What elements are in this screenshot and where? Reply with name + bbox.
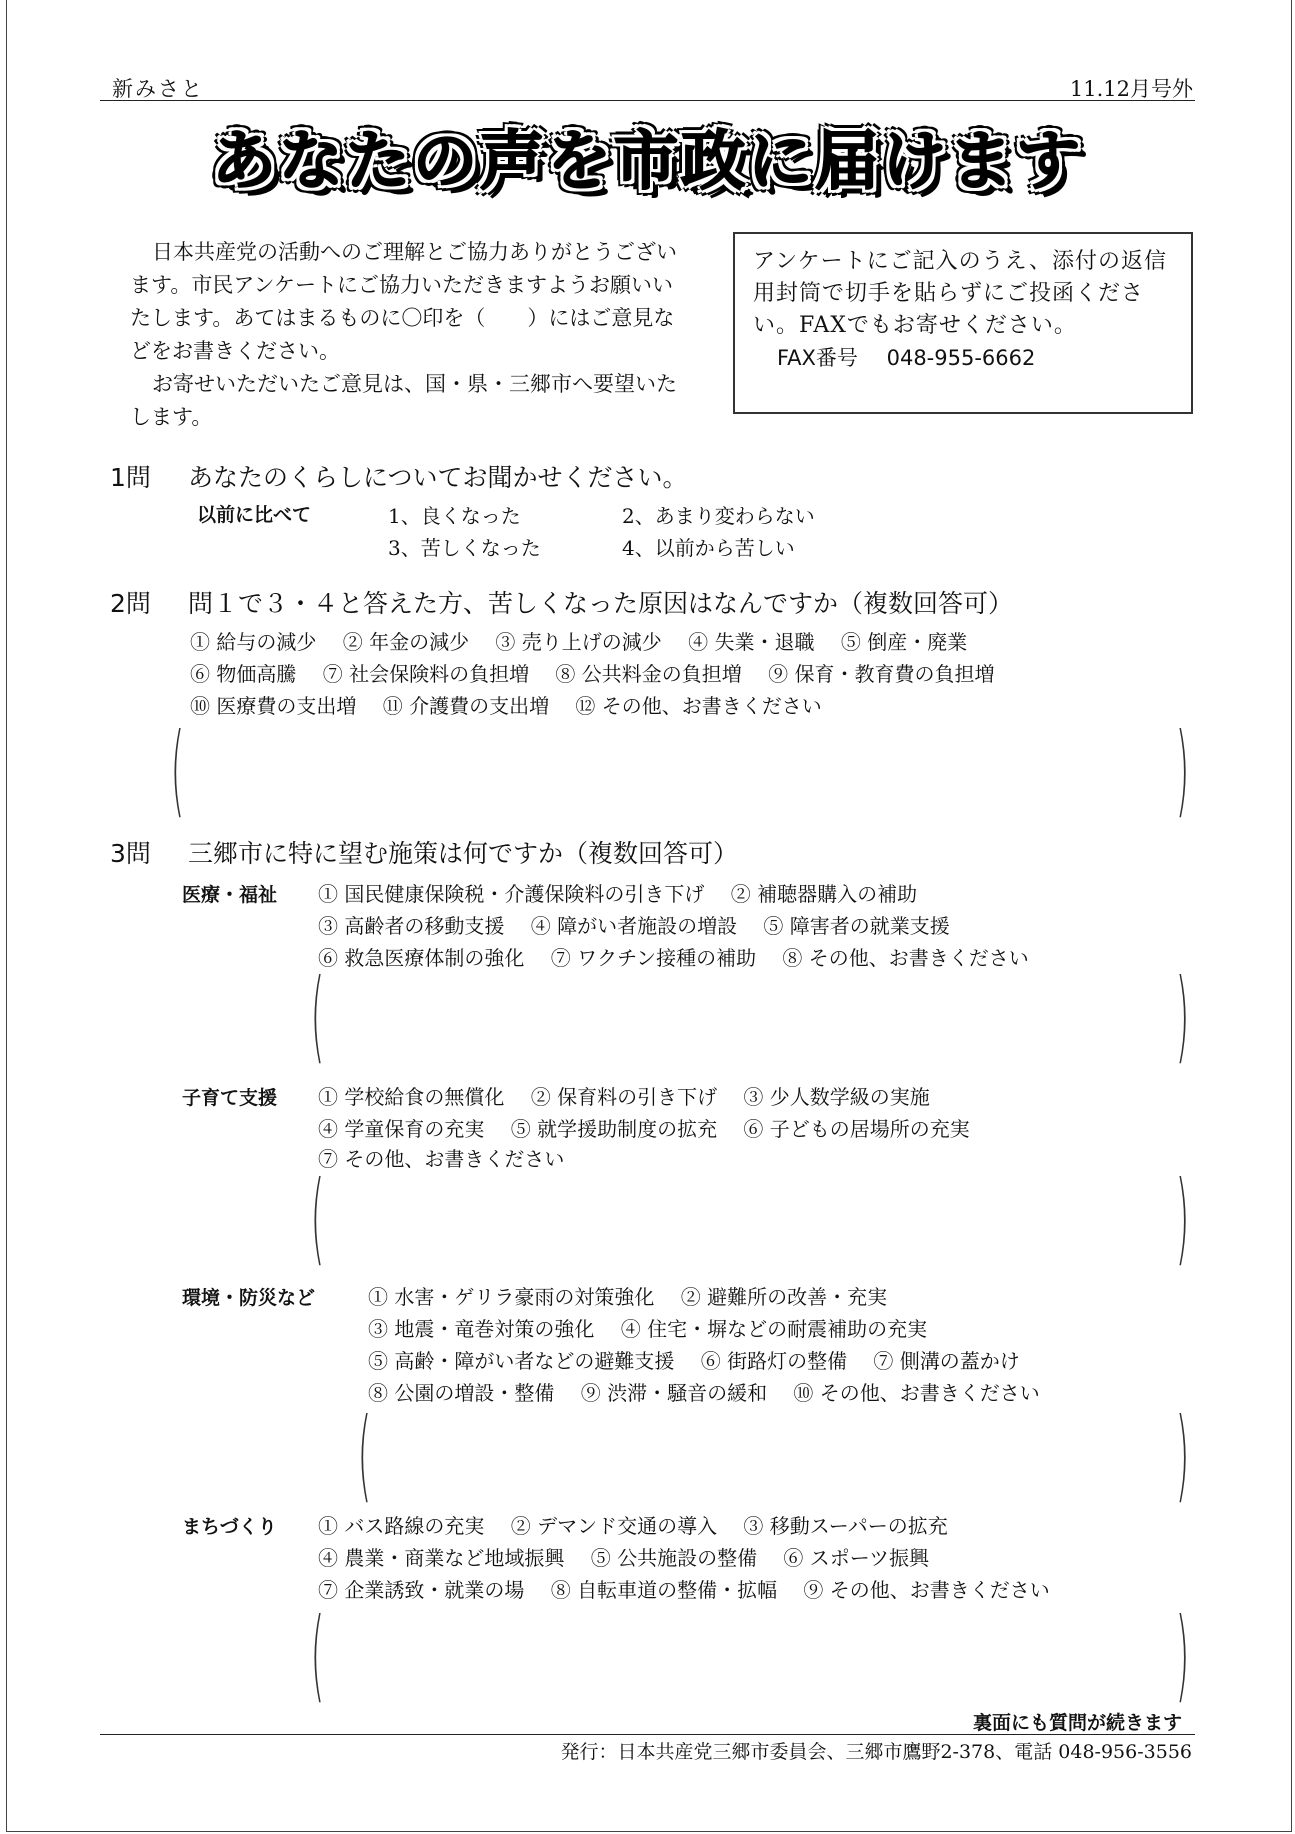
q3-options-line[interactable]: ① 水害・ゲリラ豪雨の対策強化 ② 避難所の改善・充実: [368, 1285, 888, 1309]
q3-options-line[interactable]: ⑧ 公園の増設・整備 ⑨ 渋滞・騒音の緩和 ⑩ その他、お書きください: [368, 1381, 1040, 1405]
answer-field-open-paren[interactable]: (: [310, 957, 325, 1074]
question-number: 3問: [110, 839, 151, 868]
q1-option[interactable]: 4、以前から苦しい: [622, 536, 795, 560]
answer-field-close-paren[interactable]: ): [1175, 711, 1190, 828]
q1-option[interactable]: 3、苦しくなった: [388, 536, 541, 560]
answer-field-open-paren[interactable]: (: [170, 711, 185, 828]
publication-name: 新みさと: [112, 77, 204, 101]
q3-options-line[interactable]: ① バス路線の充実 ② デマンド交通の導入 ③ 移動スーパーの拡充: [318, 1514, 948, 1538]
answer-field-close-paren[interactable]: ): [1175, 1159, 1190, 1276]
answer-field-close-paren[interactable]: ): [1175, 1396, 1190, 1513]
q2-options-line[interactable]: ① 給与の減少 ② 年金の減少 ③ 売り上げの減少 ④ 失業・退職 ⑤ 倒産・廃業: [190, 630, 968, 654]
fax-label: FAX番号: [777, 346, 858, 370]
question-3: [110, 834, 738, 870]
question-2: [110, 584, 1013, 620]
notice-box: [733, 232, 1193, 414]
publisher-info: 発行：日本共産党三郷市委員会、三郷市鷹野2-378、電話 048-956-3556: [560, 1741, 1192, 1763]
footer-rule: [100, 1734, 1195, 1735]
question-text: 問１で３・４と答えた方、苦しくなった原因はなんですか（複数回答可）: [188, 589, 1014, 618]
intro-paragraph: 日本共産党の活動へのご理解とご協力ありがとうございます。市民アンケートにご協力いただきますようお願いいたします。あてはまるものに〇印を（ ）にはご意見などをお書きください。: [130, 240, 677, 363]
category-label-medical: 医療・福祉: [182, 884, 278, 906]
q2-options-line[interactable]: ⑥ 物価高騰 ⑦ 社会保険料の負担増 ⑧ 公共料金の負担増 ⑨ 保育・教育費の負担増: [190, 662, 995, 686]
category-label-environment: 環境・防災など: [182, 1287, 316, 1309]
fax-line: [777, 342, 1177, 374]
q3-options-line[interactable]: ⑥ 救急医療体制の強化 ⑦ ワクチン接種の補助 ⑧ その他、お書きください: [318, 946, 1029, 970]
notice-text: アンケートにご記入のうえ、添付の返信用封筒で切手を貼らずにご投函ください。FAXでもお寄せください。: [753, 249, 1168, 338]
answer-field-close-paren[interactable]: ): [1175, 957, 1190, 1074]
question-1: [110, 458, 688, 494]
fax-number: 048-955-6662: [886, 346, 1036, 370]
q1-option[interactable]: 1、良くなった: [388, 504, 521, 528]
q3-options-line[interactable]: ③ 地震・竜巻対策の強化 ④ 住宅・塀などの耐震補助の充実: [368, 1317, 928, 1341]
q3-options-line[interactable]: ⑤ 高齢・障がい者などの避難支援 ⑥ 街路灯の整備 ⑦ 側溝の蓋かけ: [368, 1349, 1020, 1373]
q3-options-line[interactable]: ① 学校給食の無償化 ② 保育料の引き下げ ③ 少人数学級の実施: [318, 1085, 930, 1109]
answer-field-close-paren[interactable]: ): [1175, 1596, 1190, 1713]
answer-field-open-paren[interactable]: (: [310, 1596, 325, 1713]
continued-note: 裏面にも質問が続きます: [972, 1712, 1182, 1734]
q1-label: 以前に比べて: [197, 504, 312, 526]
answer-field-open-paren[interactable]: (: [357, 1396, 372, 1513]
question-number: 1問: [110, 463, 151, 492]
q1-option[interactable]: 2、あまり変わらない: [622, 504, 815, 528]
q3-options-line[interactable]: ⑦ その他、お書きください: [318, 1147, 565, 1171]
intro-paragraph: お寄せいただいたご意見は、国・県・三郷市へ要望いたします。: [130, 372, 677, 429]
category-label-childcare: 子育て支援: [182, 1087, 278, 1109]
issue-number: 11.12月号外: [1069, 77, 1193, 101]
question-text: あなたのくらしについてお聞かせください。: [188, 463, 688, 492]
q3-options-line[interactable]: ① 国民健康保険税・介護保険料の引き下げ ② 補聴器購入の補助: [318, 882, 918, 906]
question-text: 三郷市に特に望む施策は何ですか（複数回答可）: [188, 839, 739, 868]
question-number: 2問: [110, 589, 151, 618]
q2-options-line[interactable]: ⑩ 医療費の支出増 ⑪ 介護費の支出増 ⑫ その他、お書きください: [190, 694, 822, 718]
q3-options-line[interactable]: ⑦ 企業誘致・就業の場 ⑧ 自転車道の整備・拡幅 ⑨ その他、お書きください: [318, 1578, 1050, 1602]
q3-options-line[interactable]: ④ 農業・商業など地域振興 ⑤ 公共施設の整備 ⑥ スポーツ振興: [318, 1546, 929, 1570]
intro-text: [130, 236, 690, 434]
q3-options-line[interactable]: ③ 高齢者の移動支援 ④ 障がい者施設の増設 ⑤ 障害者の就業支援: [318, 914, 950, 938]
answer-field-open-paren[interactable]: (: [310, 1159, 325, 1276]
page-title: あなたの声を市政に届けます: [212, 125, 1083, 199]
category-label-town: まちづくり: [182, 1516, 277, 1538]
header-rule: [100, 100, 1195, 101]
q3-options-line[interactable]: ④ 学童保育の充実 ⑤ 就学援助制度の拡充 ⑥ 子どもの居場所の充実: [318, 1117, 970, 1141]
